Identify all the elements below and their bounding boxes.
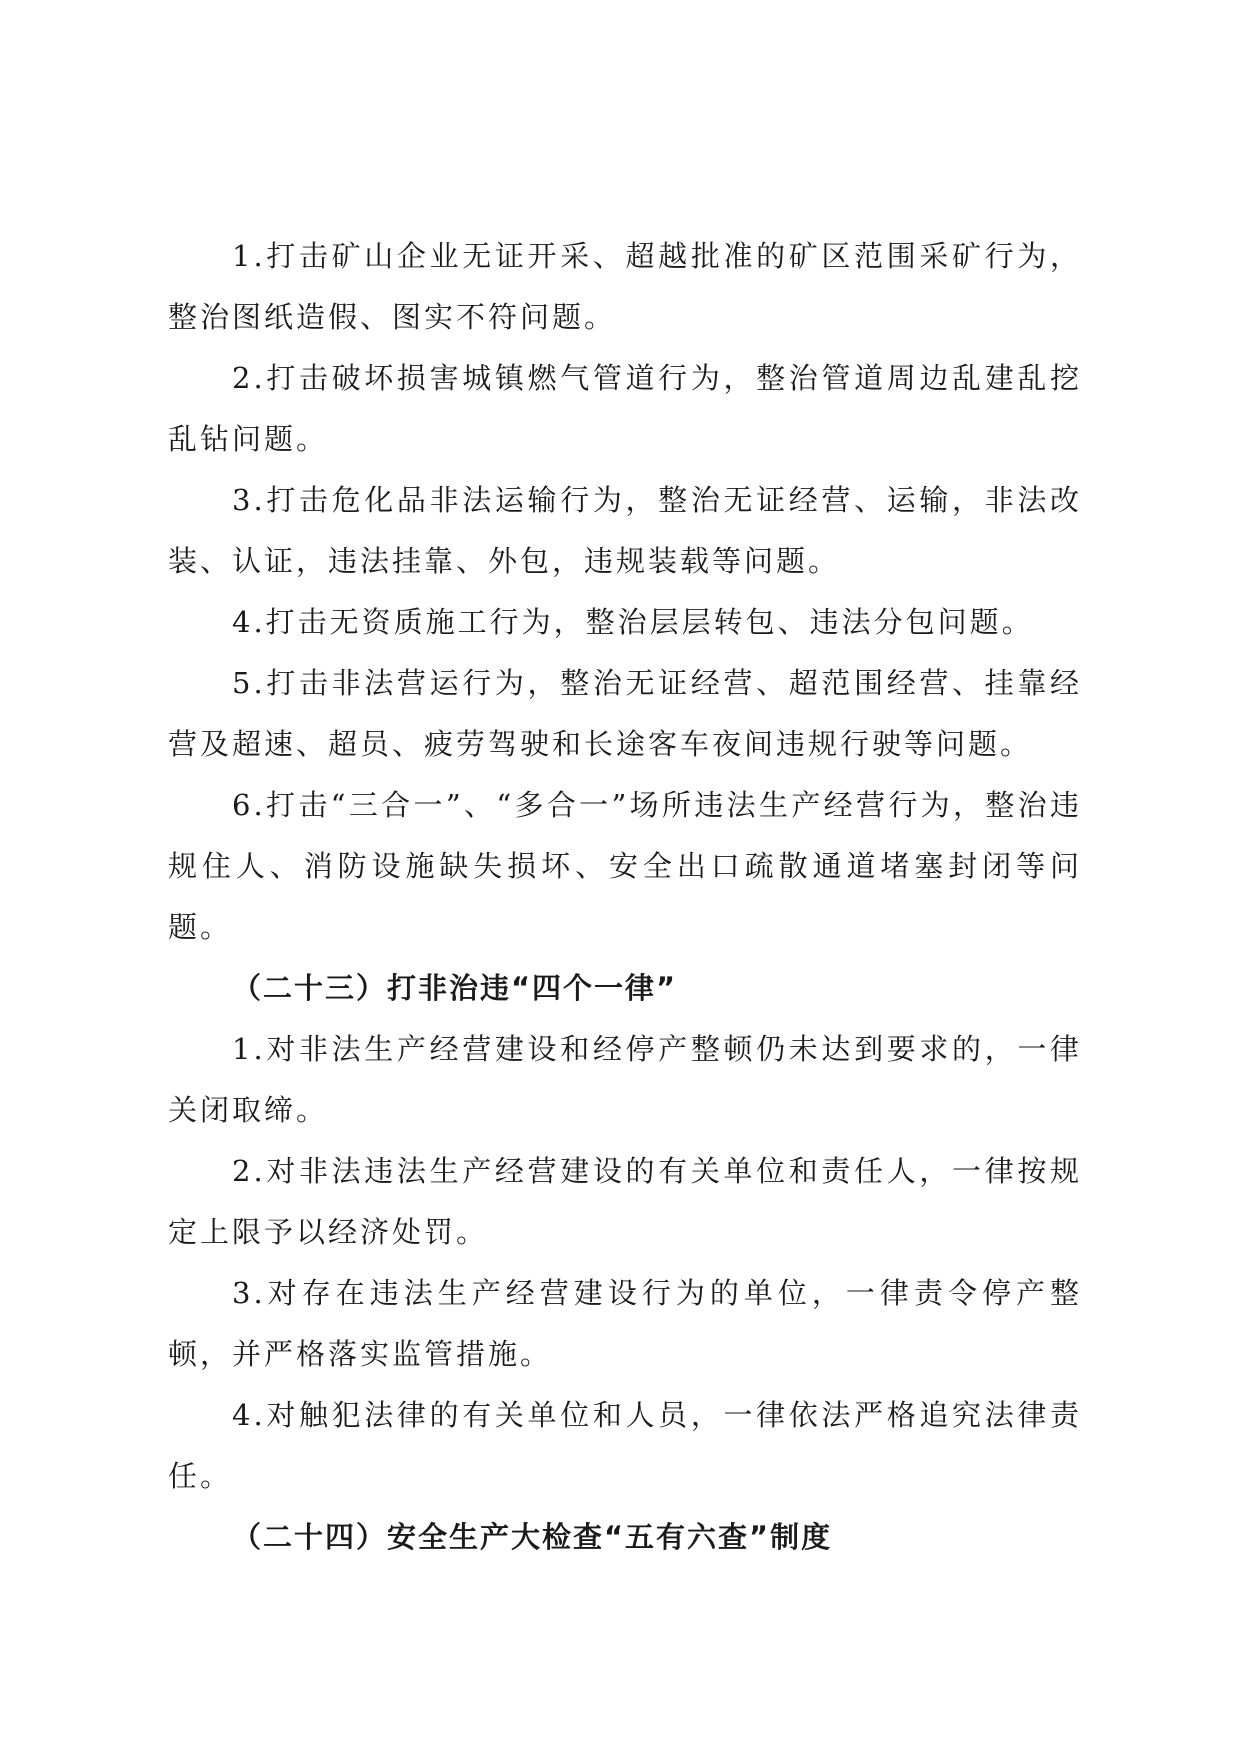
document-body: [168, 226, 1082, 1568]
section-heading-23: （二十三）打非治违“四个一律”: [232, 971, 678, 1005]
section-heading-24: （二十四）安全生产大检查“五有六查”制度: [232, 1520, 833, 1554]
list-item-close-ban: 1.对非法生产经营建设和经停产整顿仍未达到要求的，一律关闭取缔。: [168, 1032, 1082, 1127]
list-item-legal-liability: 4.对触犯法律的有关单位和人员，一律依法严格追究法律责任。: [168, 1398, 1082, 1493]
list-item-economic-penalty: 2.对非法违法生产经营建设的有关单位和责任人，一律按规定上限予以经济处罚。: [168, 1154, 1082, 1249]
list-item-mining: 1.打击矿山企业无证开采、超越批准的矿区范围采矿行为，整治图纸造假、图实不符问题。: [168, 239, 1082, 334]
list-item-gas-pipeline: 2.打击破坏损害城镇燃气管道行为，整治管道周边乱建乱挖乱钻问题。: [168, 361, 1082, 456]
list-item-three-in-one: 6.打击“三合一”、“多合一”场所违法生产经营行为，整治违规住人、消防设施缺失损坏、安全出口疏散通道堵塞封闭等问题。: [168, 788, 1082, 944]
list-item-unqualified-construction: 4.打击无资质施工行为，整治层层转包、违法分包问题。: [232, 605, 1034, 639]
list-item-hazardous-chemicals: 3.打击危化品非法运输行为，整治无证经营、运输，非法改装、认证，违法挂靠、外包，违规装载等问题。: [168, 483, 1082, 578]
list-item-illegal-operation: 5.打击非法营运行为，整治无证经营、超范围经营、挂靠经营及超速、超员、疲劳驾驶和长途客车夜间违规行驶等问题。: [168, 666, 1082, 761]
list-item-suspend-rectify: 3.对存在违法生产经营建设行为的单位，一律责令停产整顿，并严格落实监管措施。: [168, 1276, 1082, 1371]
